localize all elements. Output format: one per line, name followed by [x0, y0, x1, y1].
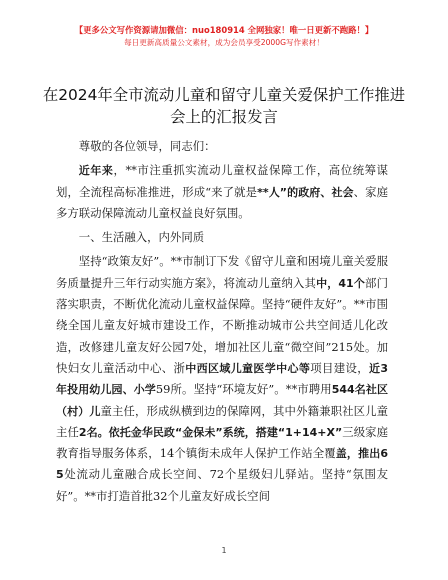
salutation: 尊敬的各位领导，同志们：	[78, 139, 216, 153]
promo-banner-line2: 每日更新高质量公文素材，成为会员享受2000G写作素材！	[124, 38, 324, 47]
main-bold-1: 中，41个	[316, 276, 366, 290]
main-bold-4: 544名社区（村）儿	[56, 383, 388, 418]
intro-bold: **人”的政府、社会	[257, 185, 354, 199]
main-bold-2: 中西区域儿童医学中心等	[185, 361, 311, 375]
intro-lead: 近年来	[78, 164, 114, 178]
main-seg-7: 处流动儿童融合成长空间、72个星级妇儿驿站。坚持“氛围友好”。**市打造首批32个儿童友好成长空间	[56, 467, 388, 503]
main-seg-6: 三级家庭教育指导服务体系，14个镇街未成年人保护工作站全覆	[56, 424, 388, 461]
main-seg-2: 部门落实职责，不断优化流动儿童权益保障。坚持“硬件友好”。**市围绕全国儿童友好城市建设工作，不断推动城市公共空间适儿化改造，改修建儿童友好公园7处，增加社区儿童“微空间”215处。加快妇女儿童活动中心、浙	[56, 275, 388, 375]
main-seg-4: 59所。坚持“环境友好”。**市聘用	[155, 382, 332, 397]
main-seg-5: 童主任，形成纵横到边的保障网，其中外籍兼职社区儿童主任	[56, 403, 388, 439]
paragraph-main	[56, 251, 388, 507]
main-bold-3: 近3年投用幼儿园、小学	[56, 361, 388, 397]
intro-text-1: ，**市注重抓实流动儿童权益保障工作，高位统筹谋划，全流程高标准推进，形成“来了就是	[56, 163, 389, 199]
document-title: 在2024年全市流动儿童和留守儿童关爱保护工作推进会上的汇报发言	[42, 86, 406, 126]
main-seg-3: 项目建设，	[310, 360, 369, 375]
page-number: 1	[221, 546, 227, 555]
main-seg-1: 坚持“政策友好”。**市制订下发《留守儿童和困境儿童关爱服务质量提升三年行动实施方案》，将流动儿童纳入其	[56, 254, 388, 290]
intro-text-2: 、家庭多方联动保障流动儿童权益良好氛围。	[56, 184, 388, 220]
paragraph-intro	[56, 160, 388, 224]
promo-banner	[0, 24, 448, 49]
document-body	[56, 136, 388, 507]
main-bold-6: 盖，推出65	[56, 447, 389, 482]
main-bold-5: 2名。依托金华民政“金保未”系统，搭建“1+14+X”	[78, 425, 343, 439]
promo-banner-line1: 【更多公文写作资源请加微信：nuo180914 全网独家！唯一日更新不跑路！】	[74, 25, 374, 35]
section-heading-1: 一、生活融入，内外同质	[78, 230, 205, 245]
